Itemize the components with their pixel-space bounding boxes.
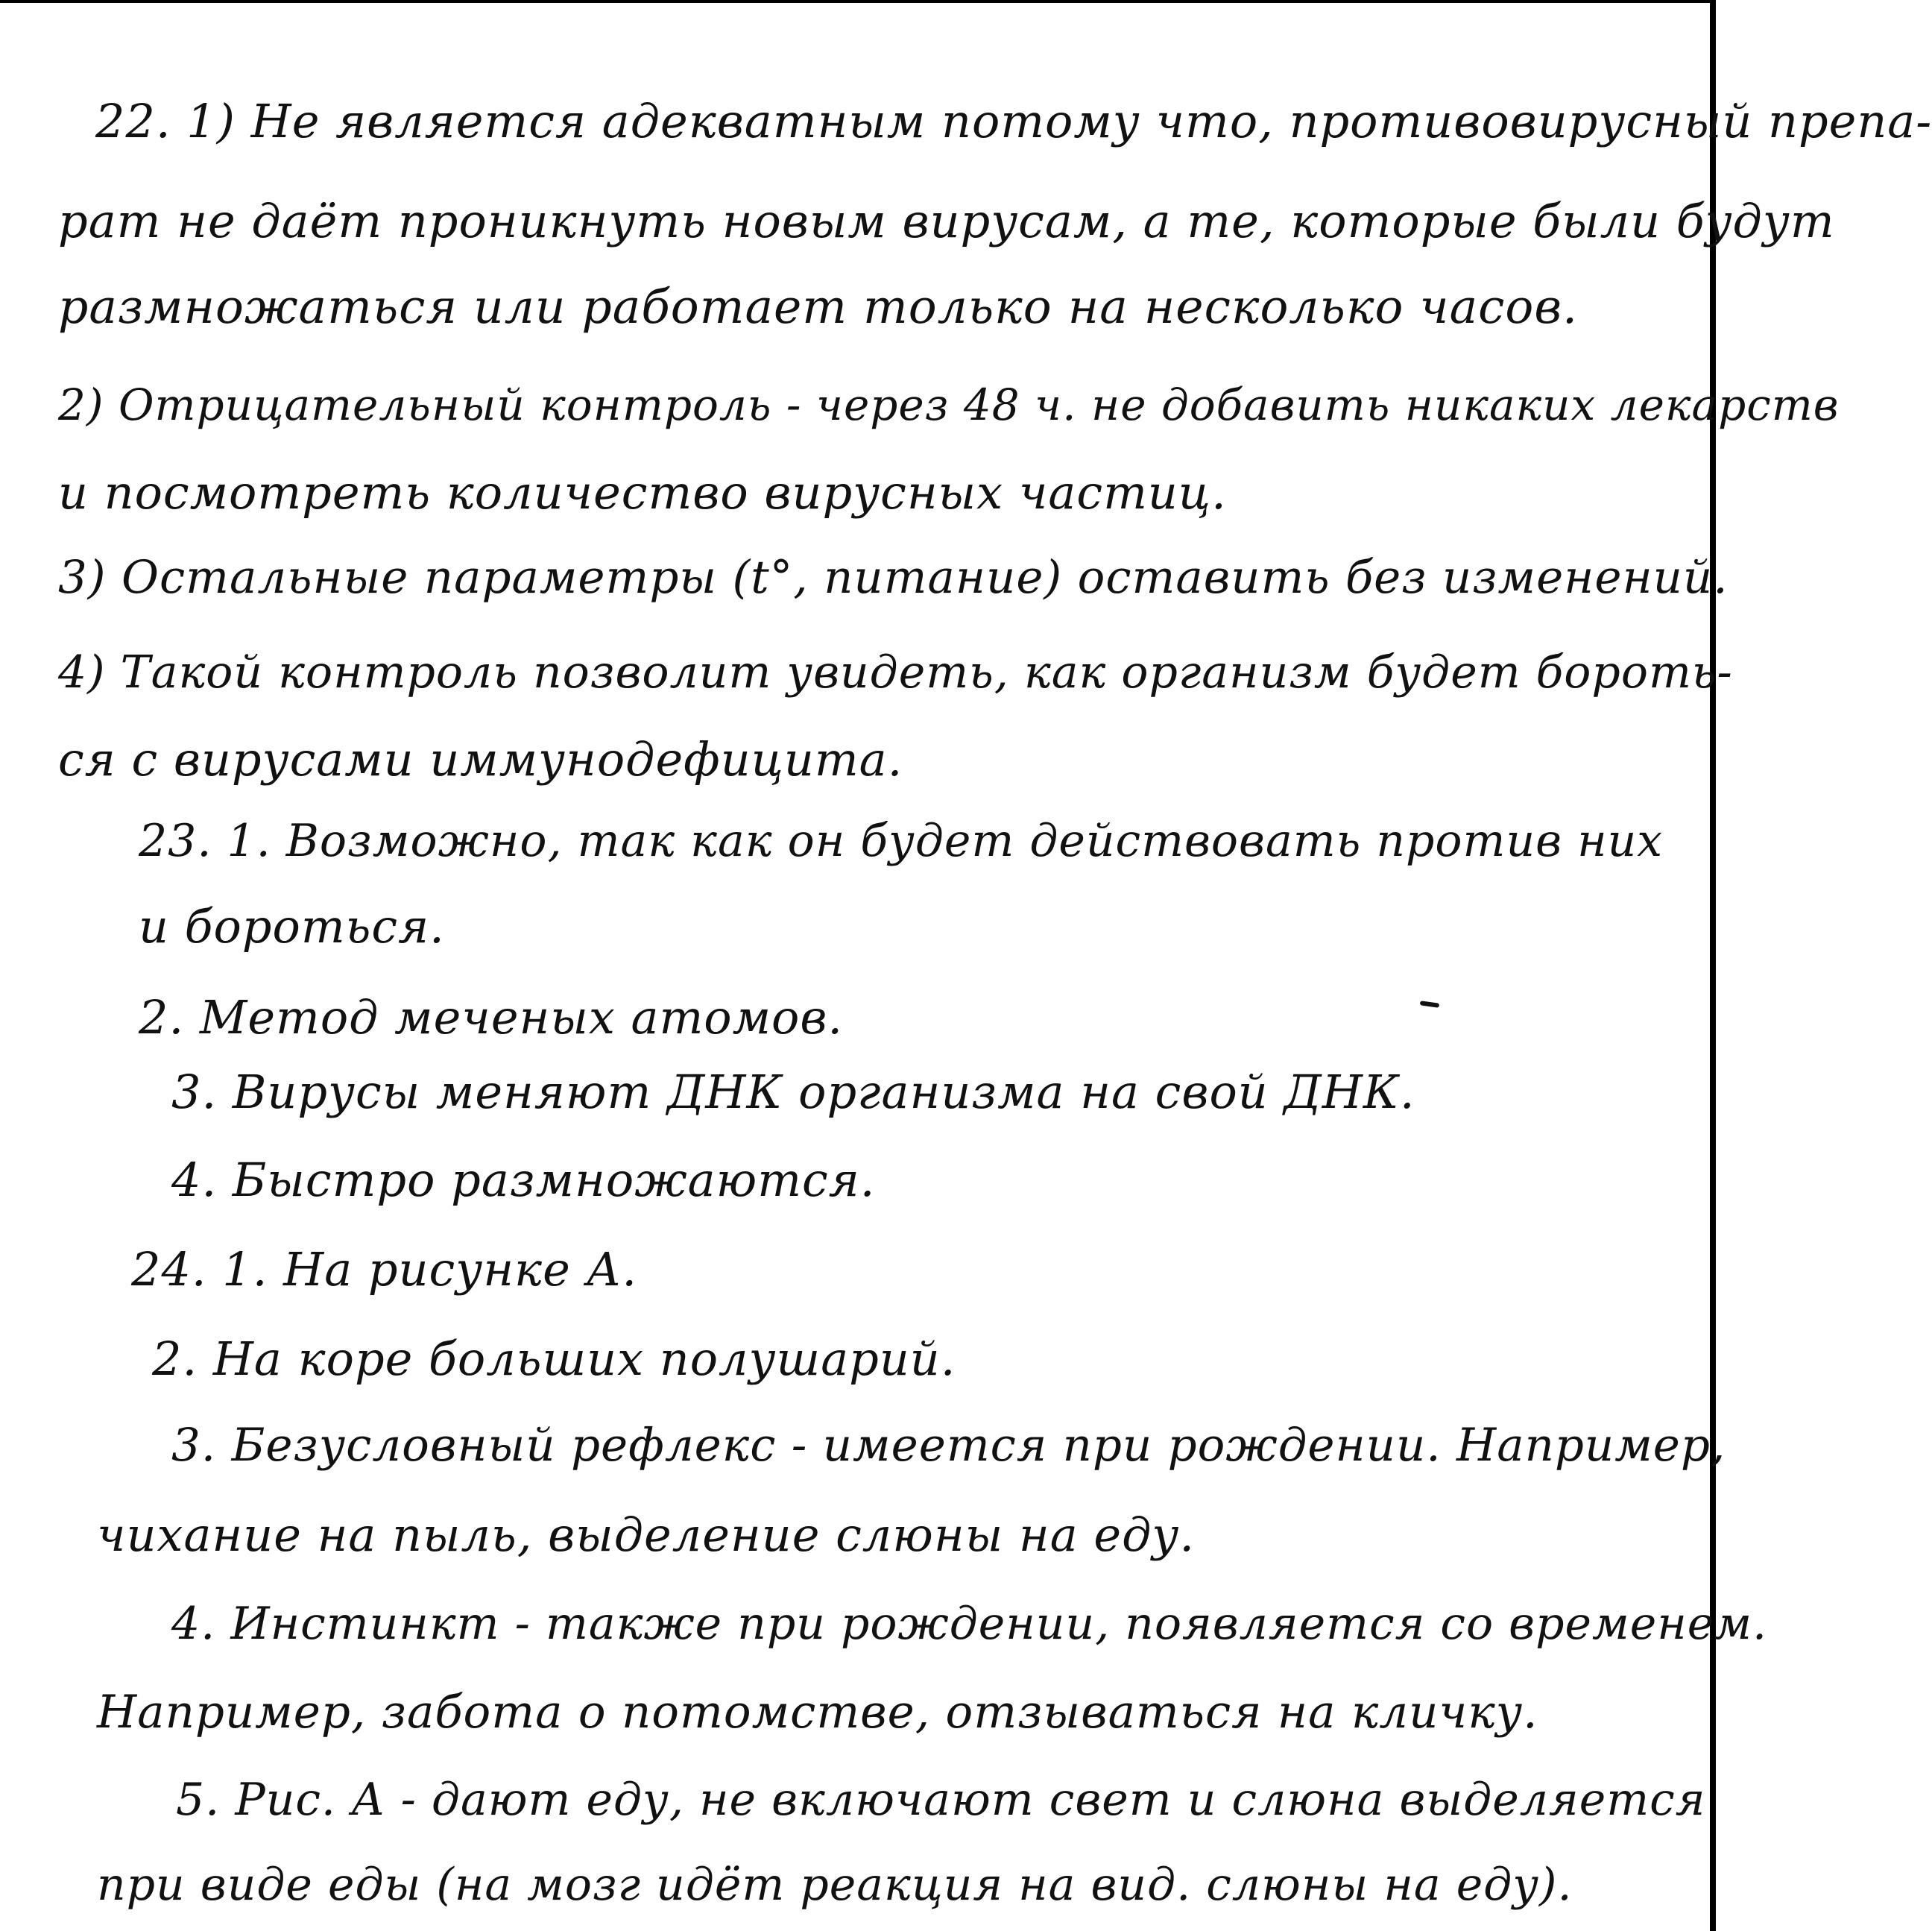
ink-mark	[1420, 1001, 1440, 1008]
text-line: 22. 1) Не является адекватным потому что, противовирусный препа-	[95, 94, 1932, 148]
text-line: 3. Безусловный рефлекс - имеется при рождении. Например,	[171, 1419, 1726, 1472]
text-line: Например, забота о потомстве, отзываться на кличку.	[97, 1686, 1538, 1739]
text-line: размножаться или работает только на несколько часов.	[58, 280, 1579, 334]
text-line: 24. 1. На рисунке А.	[131, 1242, 638, 1297]
text-line: 2. Метод меченых атомов.	[139, 990, 844, 1045]
text-line: ся с вирусами иммунодефицита.	[58, 732, 903, 787]
text-line: 3) Остальные параметры (t°, питание) оставить без изменений.	[58, 551, 1729, 604]
text-line: при виде еды (на мозг идёт реакция на вид. слюны на еду).	[97, 1859, 1573, 1911]
text-line: чихание на пыль, выделение слюны на еду.	[97, 1508, 1196, 1562]
text-line: 4. Быстро размножаются.	[171, 1153, 876, 1207]
text-line: 4) Такой контроль позволит увидеть, как организм будет бороть-	[58, 646, 1733, 699]
text-line: 4. Инстинкт - также при рождении, появляется со временем.	[171, 1598, 1768, 1650]
text-line: 2. На коре больших полушарий.	[152, 1332, 956, 1386]
text-line: 2) Отрицательный контроль - через 48 ч. не добавить никаких лекарств	[58, 379, 1840, 430]
text-line: и посмотреть количество вирусных частиц.	[58, 465, 1227, 520]
text-line: и бороться.	[139, 899, 445, 954]
text-line: 5. Рис. А - дают еду, не включают свет и слюна выделяется	[176, 1774, 1706, 1826]
text-line: 3. Вирусы меняют ДНК организма на свой ДНК.	[171, 1065, 1415, 1119]
text-line: рат не даёт проникнуть новым вирусам, а те, которые были будут	[58, 194, 1835, 248]
text-line: 23. 1. Возможно, так как он будет действовать против них	[139, 815, 1664, 867]
